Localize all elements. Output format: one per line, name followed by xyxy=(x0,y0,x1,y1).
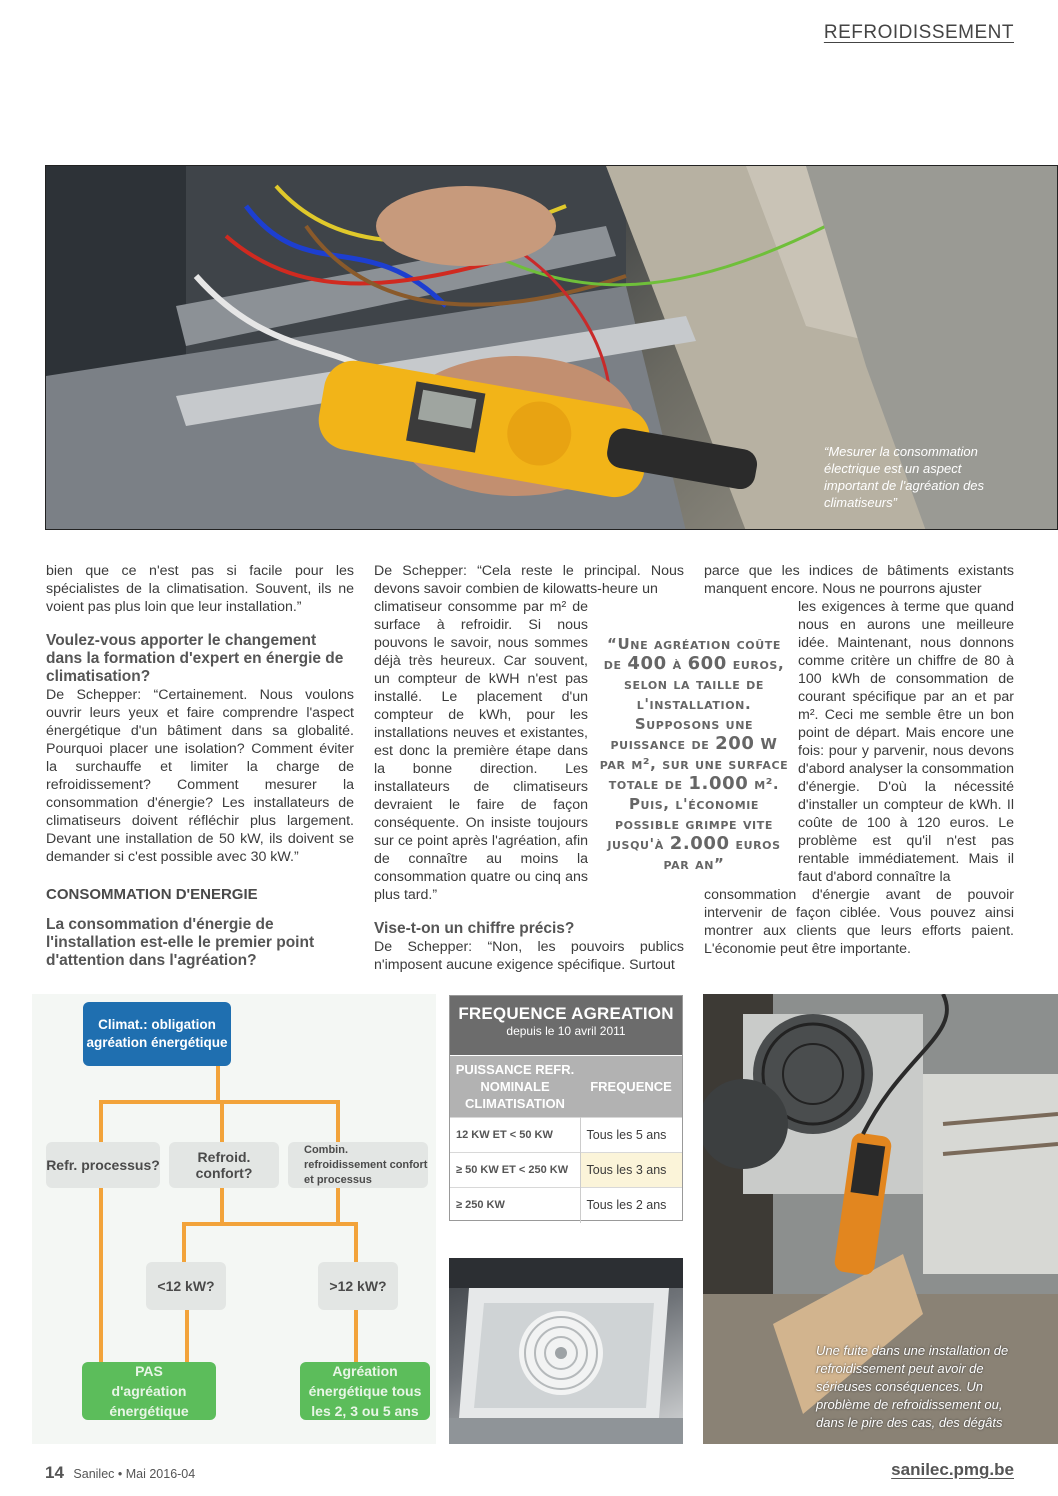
flow-connector xyxy=(99,1100,103,1144)
column-header-puissance: PUISSANCE REFR. NOMINALE CLIMATISATION xyxy=(450,1056,580,1118)
flow-connector xyxy=(216,1066,220,1102)
issue-label: Sanilec • Mai 2016-04 xyxy=(73,1467,196,1481)
frequence-table-subtitle: depuis le 10 avril 2011 xyxy=(506,1024,626,1038)
page-number: 14 xyxy=(45,1463,64,1482)
flow-connector xyxy=(182,1222,186,1262)
flow-node-obligation: Climat.: obligation agréation énergétique xyxy=(83,1002,231,1066)
pull-quote-number: 2.000 xyxy=(669,833,730,854)
flow-connector xyxy=(220,1100,224,1144)
flow-node-refroid-confort: Refroid. confort? xyxy=(169,1142,279,1188)
footer-issue xyxy=(45,1463,195,1483)
pull-quote-line: W par m², sur une surface totale de xyxy=(599,735,789,793)
flow-connector xyxy=(220,1188,224,1224)
col1-paragraph-1: bien que ce n'est pas si facile pour les spécialistes de la climatisation. Souvent, ils ne voient pas plus loin que leur installation.” xyxy=(46,563,354,615)
section-title: REFROIDISSEMENT xyxy=(823,22,1014,43)
column-3 xyxy=(704,562,1014,958)
col3-paragraph-1c: consommation d'énergie avant de pouvoir intervenir de façon ciblée. Vous pouvez ainsi montrer aux clients que leurs efforts paient. L'économie peut être importante. xyxy=(704,887,1014,957)
hero-caption: “Mesurer la consommation électrique est un aspect important de l'agréation des climatiseurs” xyxy=(824,444,985,510)
flow-node-lt12: <12 kW? xyxy=(146,1262,226,1310)
flow-connector xyxy=(99,1100,339,1104)
pull-quote-line: euros par an” xyxy=(663,835,781,873)
table-cell-frequence: Tous les 5 ans xyxy=(580,1118,682,1153)
flow-connector xyxy=(182,1222,358,1226)
table-cell-puissance: ≥ 50 KW ET < 250 KW xyxy=(450,1153,580,1188)
footer-site-link[interactable]: sanilec.pmg.be xyxy=(891,1460,1014,1479)
flow-connector xyxy=(336,1188,340,1224)
question-consommation: La consommation d'énergie de l'installation est-elle le premier point d'attention dans l'agréation? xyxy=(46,916,315,969)
frequence-table-grid xyxy=(450,1055,682,1223)
pull-quote-line: m². Puis, l'économie possible grimpe vite jusqu'à xyxy=(607,775,780,853)
photo3-caption: Une fuite dans une installation de refroidissement peut avoir de sérieuses conséquences. Un problème de refroidissement ou, dans le pire des cas, des dégâts xyxy=(816,1343,1009,1430)
frequence-table xyxy=(449,995,683,1221)
table-row xyxy=(450,1153,682,1188)
subheading-consommation: CONSOMMATION D'ENERGIE xyxy=(46,886,258,903)
pull-quote-number: 400 xyxy=(627,653,667,674)
flow-node-agreation-periodique: Agréation énergétique tous les 2, 3 ou 5 ans xyxy=(300,1362,430,1420)
pull-quote-number: 600 xyxy=(687,653,727,674)
col2-paragraph-1b: climatiseur consomme par m² de surface à refroidir. Si nous pouvons le savoir, nous sommes déjà très heureux. Car souvent, un compteur de kWH n'est pas installé. Le placement d'un compteur de kWh, pour les installations neuves et existantes, est donc la première étape dans la bonne direction. Les installateurs de climatiseurs devraient le faire de façon conséquente. On insiste toujours sur ce point après l'agréation, afin de connaître au moins la consommation quatre ou cinq ans plus tard.” xyxy=(374,599,588,903)
column-1 xyxy=(46,562,354,970)
flow-node-gt12: >12 kW? xyxy=(318,1262,398,1310)
pull-quote-number: 1.000 xyxy=(688,773,749,794)
flow-node-pas-agreation: PAS d'agréation énergétique xyxy=(82,1362,216,1420)
table-cell-puissance: 12 KW ET < 50 KW xyxy=(450,1118,580,1153)
pull-quote-line: “Une agréation coûte xyxy=(607,635,781,653)
pull-quote-line: Supposons une puissance de xyxy=(610,715,754,753)
col3-paragraph-1b: les exigences à terme que quand nous en aurons une meilleure idée. Maintenant, nous donnons comme critère un chiffre de 80 à 100 kWh de consommation de courant spécifique par an et par m². Ceci me semble être un bon point de départ. Mais encore une fois: pour y parvenir, nous devons d'abord analyser la consommation d'énergie. D'où la nécessité d'installer un compteur de kWh. Il coûte de 100 à 120 euros. Le problème est qu'il n'est pas rentable immédiatement. Mais il faut d'abord connaître la xyxy=(798,599,1014,885)
table-row xyxy=(450,1118,682,1153)
cassette-illustration xyxy=(449,1258,683,1444)
table-row xyxy=(450,1188,682,1223)
pull-quote-line: à xyxy=(672,655,682,673)
flow-connector xyxy=(336,1100,340,1144)
col1-paragraph-2: De Schepper: “Certainement. Nous voulons ouvrir leurs yeux et faire comprendre l'aspect énergétique d'un bâtiment dans sa globalité. Pourquoi placer une isolation? Comment éviter la surchauffe et limiter la charge de refroidissement? Comment mesurer la consommation d'énergie? Les installateurs de climatiseurs doivent réfléchir plus largement. Devant une installation de 50 kW, ils doivent se demander si c'est possible avec 30 kW.” xyxy=(46,687,354,865)
cassette-photo xyxy=(449,1258,683,1444)
pull-quote-line: euros, xyxy=(732,655,785,673)
frequence-table-title: FREQUENCE AGREATION xyxy=(458,1004,674,1023)
hero-photo xyxy=(45,165,1058,530)
question-formation: Voulez-vous apporter le changement dans la formation d'expert en énergie de climatisation? xyxy=(46,632,344,685)
table-cell-frequence: Tous les 2 ans xyxy=(580,1188,682,1223)
col2-paragraph-1a: De Schepper: “Cela reste le principal. Nous devons savoir combien de kilowatts-heure un xyxy=(374,563,684,597)
flow-connector xyxy=(185,1310,189,1362)
leak-detector-photo xyxy=(703,994,1058,1444)
flow-node-combin: Combin. refroidissement confort et processus xyxy=(288,1142,428,1188)
pull-quote-line: de xyxy=(603,655,622,673)
flow-connector xyxy=(354,1310,358,1362)
flow-node-refr-processus: Refr. processus? xyxy=(46,1142,160,1188)
pull-quote-line: selon la taille de l'installation. xyxy=(623,675,765,713)
flow-connector xyxy=(99,1188,103,1362)
col2-paragraph-2: De Schepper: “Non, les pouvoirs publics n'imposent aucune exigence spécifique. Surtout xyxy=(374,939,684,973)
table-cell-puissance: ≥ 250 KW xyxy=(450,1188,580,1223)
col3-paragraph-1a: parce que les indices de bâtiments existants manquent encore. Nous ne pourrons ajuster xyxy=(704,563,1014,597)
frequence-table-header xyxy=(450,996,682,1055)
table-cell-frequence: Tous les 3 ans xyxy=(580,1153,682,1188)
flowchart xyxy=(32,994,436,1444)
pull-quote-number: 200 xyxy=(715,733,755,754)
column-header-frequence: FREQUENCE xyxy=(580,1056,682,1118)
flow-connector xyxy=(354,1222,358,1262)
question-chiffre: Vise-t-on un chiffre précis? xyxy=(374,920,575,937)
